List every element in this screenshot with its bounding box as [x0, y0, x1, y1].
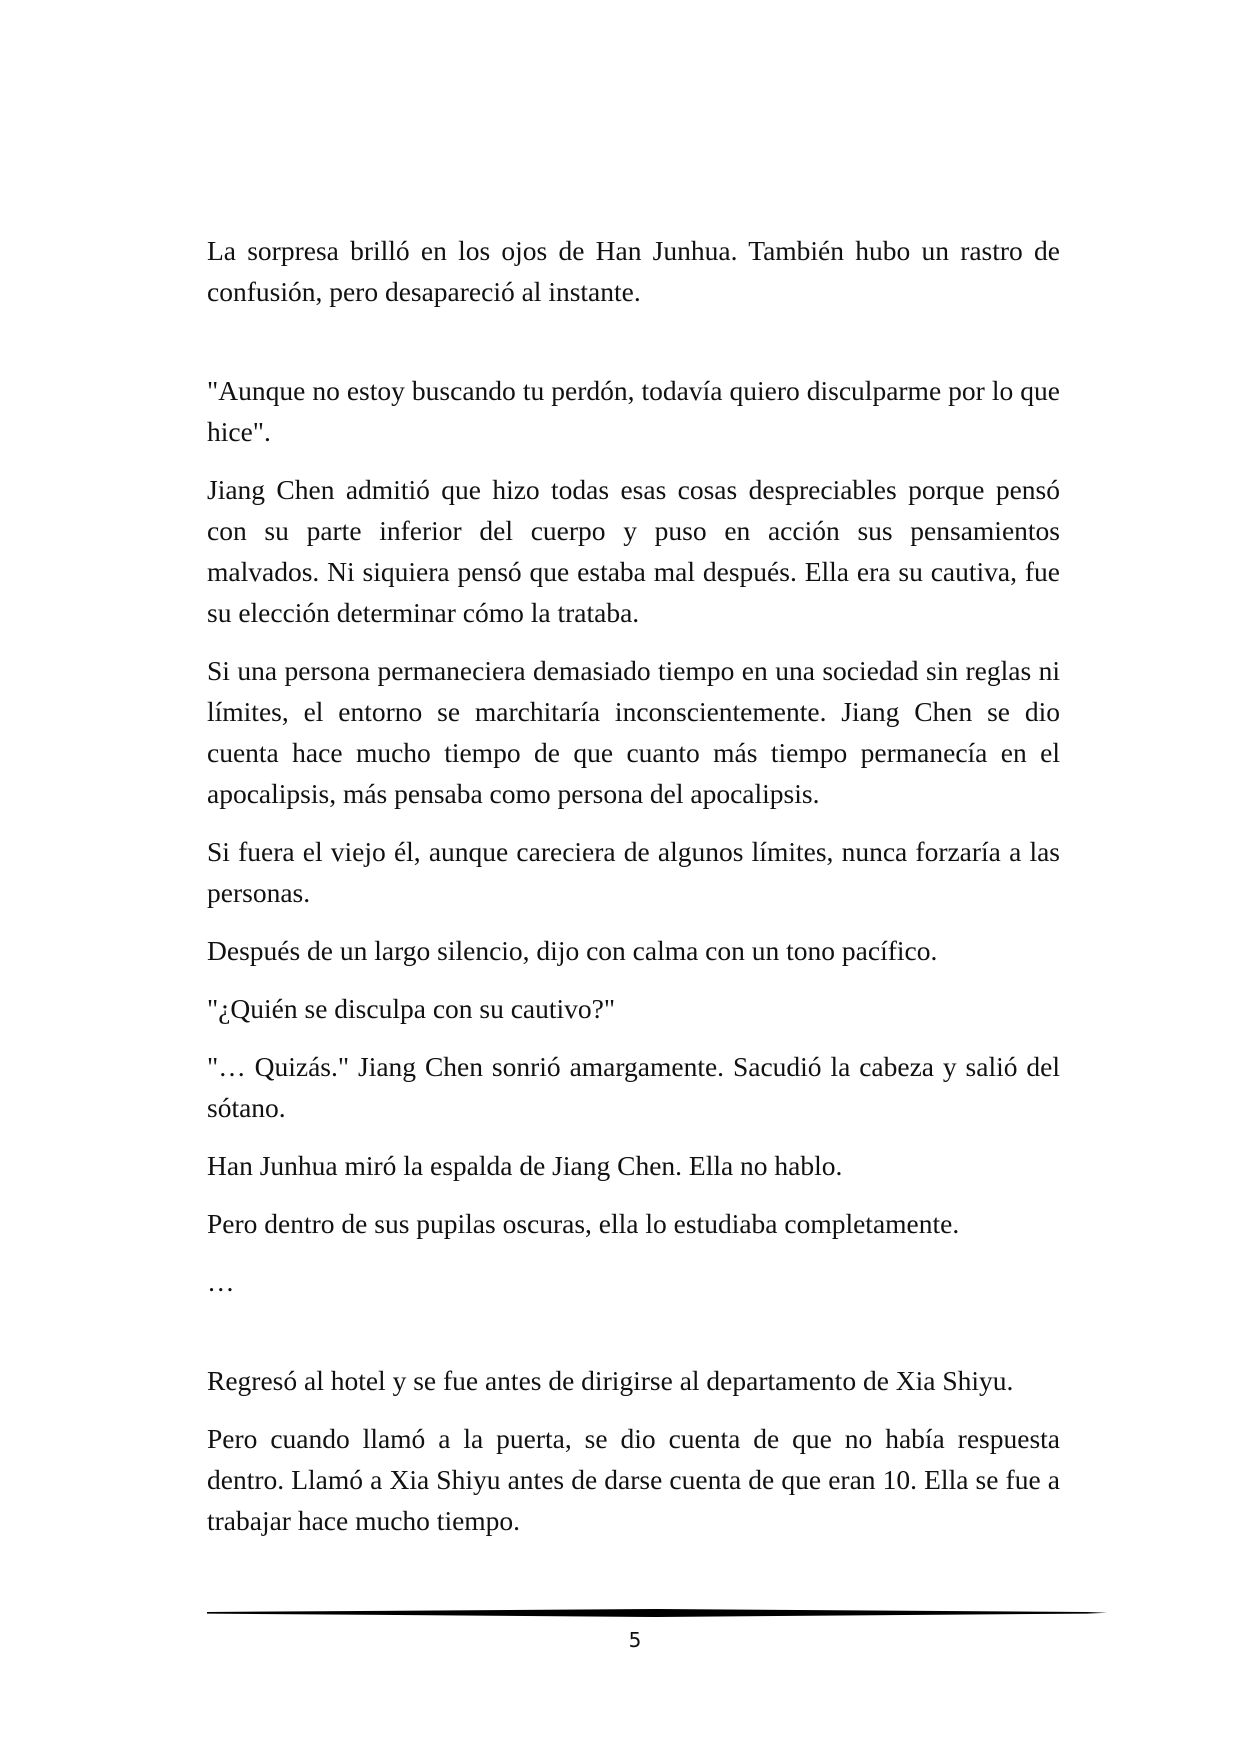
- dialogue-line: "¿Quién se disculpa con su cautivo?": [207, 993, 616, 1024]
- paragraph: Pero cuando llamó a la puerta, se dio cuenta de que no había respuesta dentro. Llamó a Xia Shiyu antes de darse cuenta de que eran 10. Ella se fue a trabajar hace mucho tiempo.: [207, 1423, 1060, 1536]
- paragraph: La sorpresa brilló en los ojos de Han Junhua. También hubo un rastro de confusión, pero desapareció al instante.: [207, 235, 1060, 307]
- scene-break-ellipsis: …: [207, 1266, 235, 1297]
- page-number: 5: [628, 1628, 642, 1652]
- paragraph: Si una persona permaneciera demasiado tiempo en una sociedad sin reglas ni límites, el entorno se marchitaría inconscientemente. Jiang Chen se dio cuenta hace mucho tiempo de que cuanto más tiempo permanecía en el apocalipsis, más pensaba como persona del apocalipsis.: [207, 655, 1060, 809]
- paragraph: Si fuera el viejo él, aunque careciera de algunos límites, nunca forzaría a las personas.: [207, 836, 1060, 908]
- paragraph: Pero dentro de sus pupilas oscuras, ella lo estudiaba completamente.: [207, 1208, 960, 1239]
- page-body: [207, 230, 1060, 1558]
- paragraph: "… Quizás." Jiang Chen sonrió amargamente. Sacudió la cabeza y salió del sótano.: [207, 1051, 1060, 1123]
- paragraph: "Aunque no estoy buscando tu perdón, todavía quiero disculparme por lo que hice".: [207, 375, 1060, 447]
- paragraph: Han Junhua miró la espalda de Jiang Chen. Ella no hablo.: [207, 1150, 843, 1181]
- paragraph: Después de un largo silencio, dijo con calma con un tono pacífico.: [207, 935, 938, 966]
- paragraph: Regresó al hotel y se fue antes de dirigirse al departamento de Xia Shiyu.: [207, 1365, 1014, 1396]
- paragraph: Jiang Chen admitió que hizo todas esas cosas despreciables porque pensó con su parte inferior del cuerpo y puso en acción sus pensamientos malvados. Ni siquiera pensó que estaba mal después. Ella era su cautiva, fue su elección determinar cómo la trataba.: [207, 474, 1060, 628]
- footer-divider: [207, 1606, 1107, 1620]
